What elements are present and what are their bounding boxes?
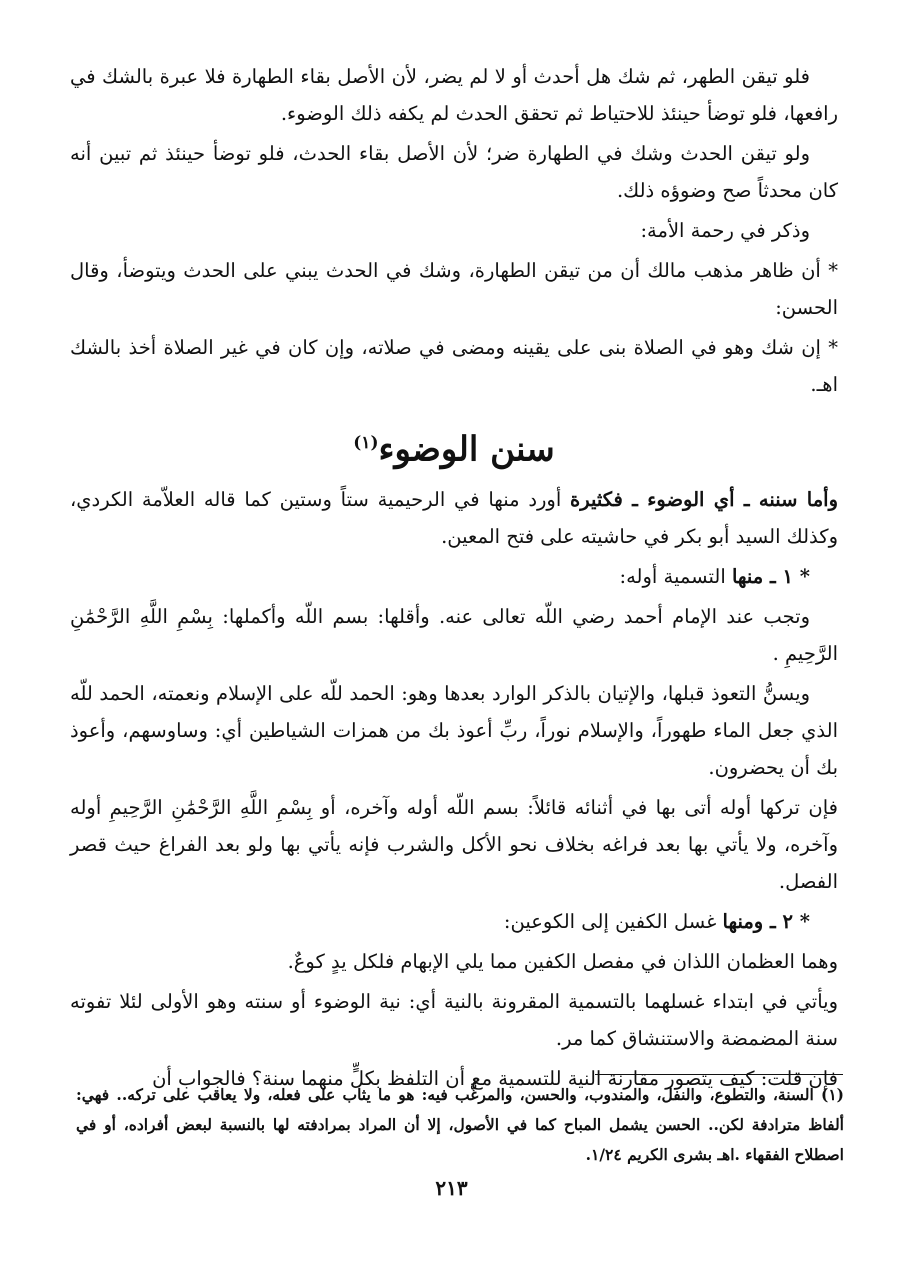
paragraph-hasan-opinion: * إن شك وهو في الصلاة بنى على يقينه ومضى في صلاته، وإن كان في غير الصلاة أخذ بالشك اهـ. [70,336,838,396]
paragraph-objection: فإن قلت: كيف يتصور مقارنة النية للتسمية مع أن التلفظ بكلٍّ منهما سنة؟ فالجواب أن [152,1067,838,1091]
item1-rest: التسمية أوله: [619,565,732,589]
paragraph-niyyah-start: ويأتي في ابتداء غسلهما بالتسمية المقرونة بالنية أي: نية الوضوء أو سنته وهو الأولى لئلا تفوته سنة المضمضة والاستنشاق كما مر. [70,990,838,1051]
footnote-reference: (١) [353,433,379,453]
paragraph-wajib-ahmad: وتجب عند الإمام أحمد رضي اللّه تعالى عنه. وأقلها: بسم اللّه وأكملها: بِسْمِ اللَّهِ الرَّحْمَٰنِ الرَّحِيمِ . [70,605,838,666]
footnote-divider [595,1074,843,1075]
intro-lead: وأما سننه ـ أي الوضوء ـ فكثيرة [570,488,838,512]
paragraph-hadath-doubt: ولو تيقن الحدث وشك في الطهارة ضر؛ لأن الأصل بقاء الحدث، فلو توضأ حينئذ ثم تبين أنه كان محدثاً صح وضوؤه ذلك. [70,142,838,202]
item1-lead: * ١ ـ منها [731,565,810,589]
section-title: سنن الوضوء [378,429,555,470]
paragraph-sunan-intro [70,481,838,555]
paragraph-taharah-doubt: فلو تيقن الطهر، ثم شك هل أحدث أو لا لم يضر، لأن الأصل بقاء الطهارة فلا عبرة بالشك في رافعها، فلو توضأ حينئذ للاحتياط ثم تحقق الحدث لم يكفه ذلك الوضوء. [70,65,838,125]
item2-rest: غسل الكفين إلى الكوعين: [503,910,723,934]
list-item-tasmiyah [70,558,838,595]
footnote-text: (١) السنة، والتطوع، والنفل، والمندوب، والحسن، والمرغَّب فيه: هو ما يثاب على فعله، ولا يعاقب على تركه.. فهي: ألفاظ مترادفة لكن.. الحسن يشمل المباح كما في الأصول، إلا أن المراد بمرادفته لها بالنسبة لبعض أفراده، أو في اصطلاح الفقهاء .اهـ بشرى الكريم ١/٢٤. [76,1085,844,1164]
paragraph-kaw-definition: وهما العظمان اللذان في مفصل الكفين مما يلي الإبهام فلكل يدٍ كوعٌ. [287,950,838,974]
paragraph-taawwudh: ويسنُّ التعوذ قبلها، والإتيان بالذكر الوارد بعدها وهو: الحمد للّه على الإسلام ونعمته، الحمد للّه الذي جعل الماء طهوراً، والإسلام نوراً، ربِّ أعوذ بك من همزات الشياطين أي: وساوسهم، وأعوذ بك أن يحضرون. [70,682,838,780]
paragraph-malik-opinion: * أن ظاهر مذهب مالك أن من تيقن الطهارة، وشك في الحدث يبني على الحدث ويتوضأ، وقال الحسن: [70,259,838,319]
paragraph-rahmat-al-ummah: وذكر في رحمة الأمة: [640,219,810,242]
page-body [70,58,838,1100]
item2-lead: * ٢ ـ ومنها [722,910,810,934]
intro-rest: أورد منها في الرحيمية ستاً وستين كما قاله العلاّمة الكردي، وكذلك السيد أبو بكر في حاشيته على فتح المعين. [70,488,838,549]
footnote-block [76,1080,844,1170]
list-item-washing-hands [70,903,838,940]
page-number: ٢١٣ [435,1176,468,1200]
section-heading [70,413,838,479]
paragraph-forgot-tasmiyah: فإن تركها أوله أتى بها في أثنائه قائلاً: بسم اللّه أوله وآخره، أو بِسْمِ اللَّهِ الرَّحْمَٰنِ الرَّحِيمِ أوله وآخره، ولا يأتي بها بعد فراغه بخلاف نحو الأكل والشرب فإنه يأتي بها ولو بعد الفراغ حيث قصر الفصل. [70,796,838,894]
